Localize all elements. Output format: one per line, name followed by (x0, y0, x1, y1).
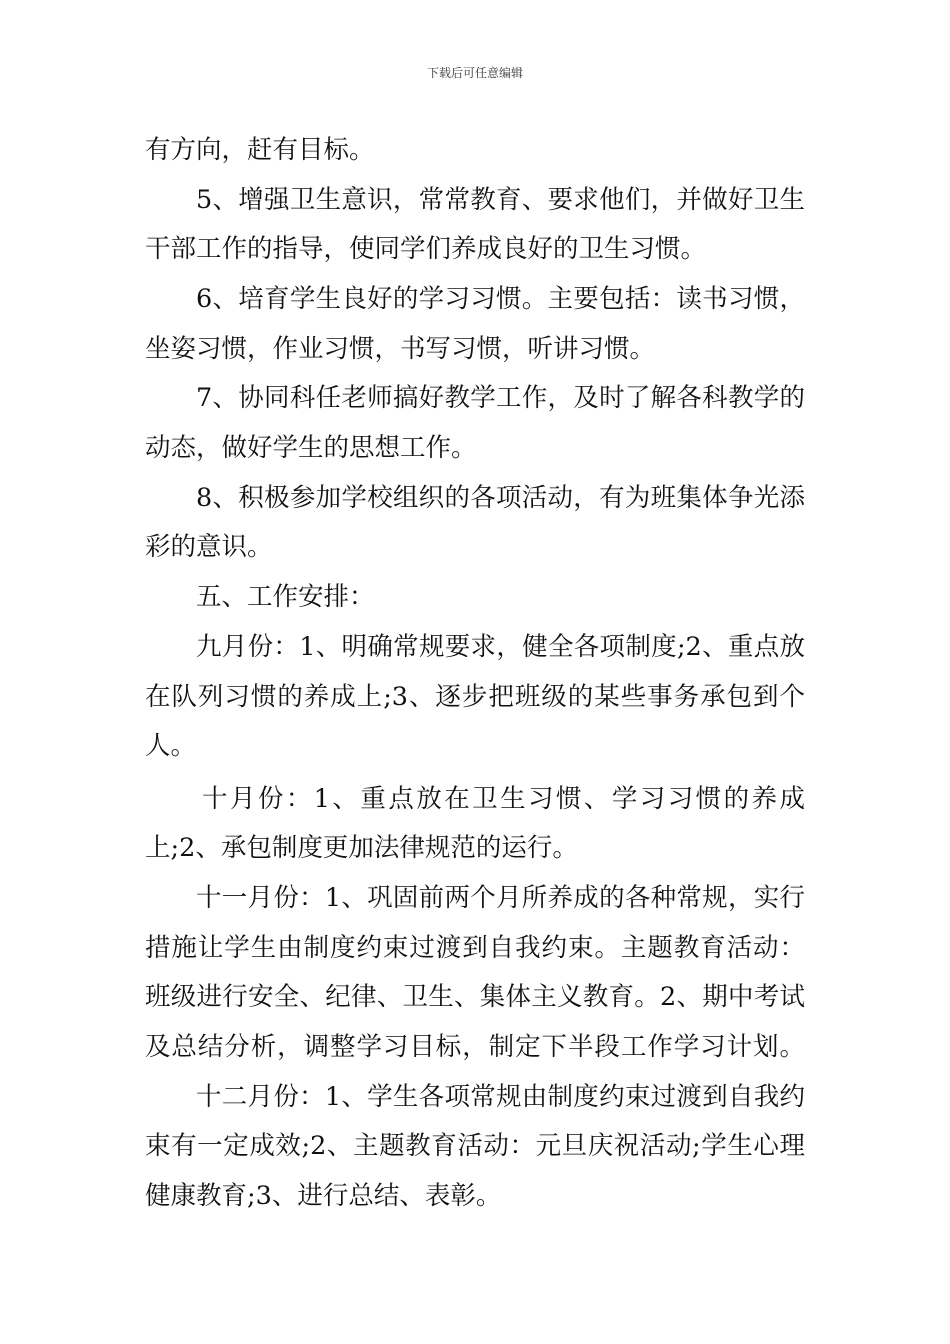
text-line: 十月份：1、重点放在卫生习惯、学习习惯的养成 (202, 784, 805, 814)
text-line: 有方向，赶有目标。 (145, 135, 375, 165)
page-header: 下载后可任意编辑 (426, 66, 523, 80)
text-line: 动态，做好学生的思想工作。 (145, 433, 477, 463)
text-line: 措施让学生由制度约束过渡到自我约束。主题教育活动： (145, 933, 805, 963)
text-line: 8、积极参加学校组织的各项活动，有为班集体争光添 (196, 483, 805, 513)
text-line: 坐姿习惯，作业习惯，书写习惯，听讲习惯。 (145, 334, 656, 364)
text-line: 健康教育;3、进行总结、表彰。 (145, 1181, 502, 1211)
text-line: 十二月份：1、学生各项常规由制度约束过渡到自我约 (196, 1082, 805, 1112)
text-line: 6、培育学生良好的学习习惯。主要包括：读书习惯， (196, 284, 805, 314)
text-line: 十一月份：1、巩固前两个月所养成的各种常规，实行 (196, 883, 805, 913)
text-line: 人。 (145, 731, 197, 761)
text-line: 干部工作的指导，使同学们养成良好的卫生习惯。 (145, 234, 707, 264)
text-line: 彩的意识。 (145, 532, 273, 562)
text-line: 5、增强卫生意识，常常教育、要求他们，并做好卫生 (196, 185, 805, 215)
text-line: 及总结分析，调整学习目标，制定下半段工作学习计划。 (145, 1032, 805, 1062)
text-line: 班级进行安全、纪律、卫生、集体主义教育。2、期中考试 (145, 982, 805, 1012)
text-line: 7、协同科任老师搞好教学工作，及时了解各科教学的 (196, 383, 805, 413)
text-line: 束有一定成效;2、主题教育活动：元旦庆祝活动;学生心理 (145, 1131, 805, 1161)
section-heading: 五、工作安排： (196, 582, 375, 612)
text-line: 在队列习惯的养成上;3、逐步把班级的某些事务承包到个 (145, 682, 805, 712)
text-line: 九月份：1、明确常规要求，健全各项制度;2、重点放 (196, 632, 805, 662)
text-line: 上;2、承包制度更加法律规范的运行。 (145, 833, 578, 863)
